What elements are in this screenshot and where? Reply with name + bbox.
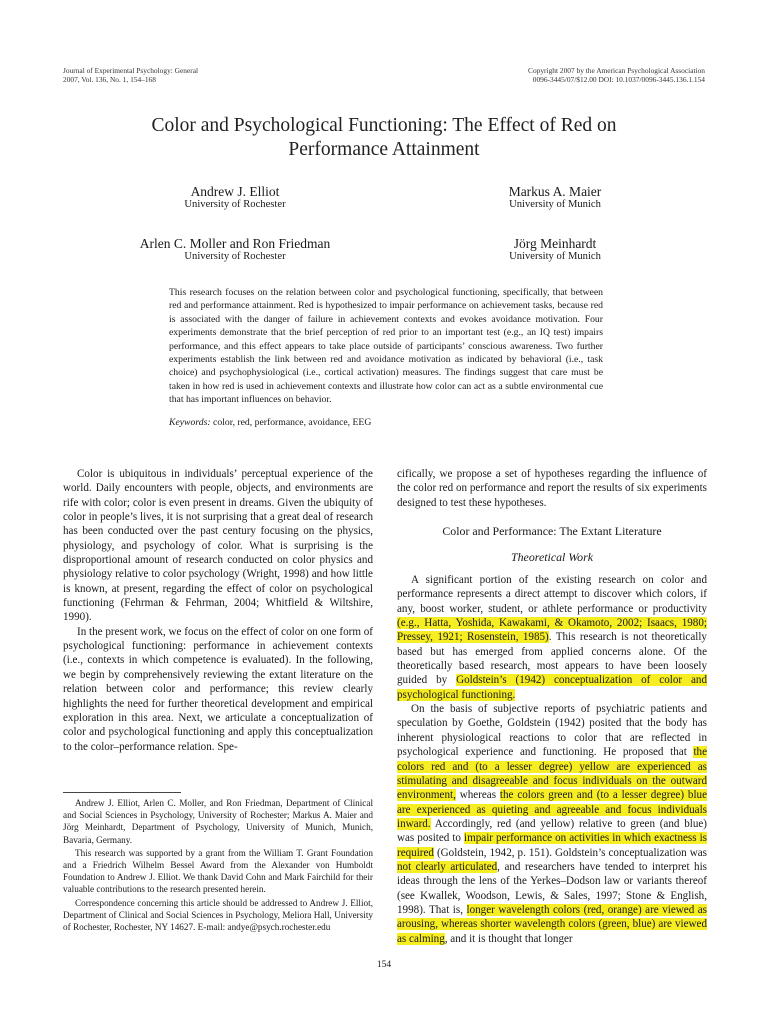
right-column bbox=[397, 467, 707, 946]
author-name: Markus A. Maier bbox=[508, 184, 602, 199]
continued-paragraph: cifically, we propose a set of hypotheses regarding the influence of the color red on performance and report the results of six experiments designed to test these hypotheses. bbox=[397, 468, 707, 509]
left-column bbox=[63, 467, 373, 754]
journal-header bbox=[63, 66, 323, 84]
text-run: (Goldstein, 1942, p. 151). Goldstein’s conceptualization was bbox=[433, 846, 707, 859]
keywords bbox=[169, 416, 603, 429]
author-name: Jörg Meinhardt bbox=[513, 236, 597, 251]
author-block-elliot bbox=[110, 184, 360, 211]
text-run: Accordingly, red (and yellow) relative to green (and blue) was posited to bbox=[397, 817, 707, 845]
author-affiliation: University of Munich bbox=[509, 199, 601, 210]
theory-paragraph-2 bbox=[397, 702, 707, 946]
page-number: 154 bbox=[376, 960, 392, 970]
highlight: impair performance on activities in which exactness is required bbox=[397, 832, 707, 859]
article-title bbox=[0, 114, 768, 162]
text-run: . This research is not theoretically based but has emerged from applied concerns alone. Of the theoretically based research, most appears to have been loosely guided by bbox=[397, 631, 707, 687]
highlight: the colors green and (to a lesser degree) blue are experienced as quieting and agreeable and focus individuals inward. bbox=[397, 789, 708, 830]
text-run: , and it is thought that longer bbox=[444, 932, 573, 945]
author-note: Andrew J. Elliot, Arlen C. Moller, and Ron Friedman, Department of Clinical and Social Sciences in Psychology, University of Rochester; Markus A. Maier and Jörg Meinhardt, Department of Psychology, University of Munich, Munich, Bavaria, Germany. bbox=[63, 798, 373, 845]
author-block-maier bbox=[430, 184, 680, 211]
author-affiliation: University of Rochester bbox=[184, 199, 286, 210]
intro-paragraph-1: Color is ubiquitous in individuals’ perceptual experience of the world. Daily encounters with people, objects, and environments are rife with color; color is even present in dreams. Given the ubiquity of color in people’s lives, it is not surprising that a great deal of research has been conducted over the past century focusing on the physics, physiology, and psychology of color. What is surprising is the disproportional amount of research conducted on color physics and physiology relative to color psychology (Wright, 1998) and how little is known, at present, regarding the effect of color on psychological functioning (Fehrman & Fehrman, 2004; Whitfield & Wiltshire, 1990). bbox=[63, 468, 373, 624]
correspondence-note: Correspondence concerning this article should be addressed to Andrew J. Elliot, Department of Clinical and Social Sciences in Psychology, Meliora Hall, University of Rochester, Rochester, NY 14627. E-mail: andye@psych.rochester.edu bbox=[63, 897, 373, 933]
author-affiliation: University of Rochester bbox=[184, 251, 286, 262]
journal-volume: 2007, Vol. 136, No. 1, 154–168 bbox=[63, 75, 156, 84]
theory-paragraph-1 bbox=[397, 573, 707, 702]
copyright-header bbox=[388, 66, 705, 84]
funding-note: This research was supported by a grant from the William T. Grant Foundation and a Friedrich Wilhelm Bessel Award from the Alexander von Humboldt Foundation to Andrew J. Elliot. We thank David Cohn and Mark Fairchild for their valuable contributions to the research presented herein. bbox=[63, 847, 373, 895]
title-line-2: Performance Attainment bbox=[288, 139, 480, 160]
highlight: the colors red and (to a lesser degree) yellow are experienced as stimulating and disagreeable and focus individuals on the outward environment, bbox=[397, 746, 707, 802]
author-block-moller-friedman bbox=[90, 236, 380, 263]
author-affiliation: University of Munich bbox=[509, 251, 601, 262]
text-run: On the basis of subjective reports of psychiatric patients and speculation by Goethe, Goldstein (1942) posited that the body has inherent physiological reactions to color that are reflected in psychological experience and functioning. He proposed that bbox=[397, 703, 707, 759]
author-name: Andrew J. Elliot bbox=[190, 184, 280, 199]
highlight: longer wavelength colors (red, orange) are viewed as arousing, whereas shorter wavelength colors (green, blue) are viewed as calming bbox=[397, 903, 707, 945]
text-run: A significant portion of the existing research on color and performance represents a direct attempt to discover which colors, if any, boost worker, student, or athlete performance or productivity bbox=[397, 574, 707, 615]
abstract: This research focuses on the relation between color and psychological functioning, specifically, that between red and performance attainment. Red is hypothesized to impair performance on achievement tasks, because red is associated with the danger of failure in achievement contexts and evokes avoidance motivation. Four experiments demonstrate that the brief perception of red prior to an important test (e.g., an IQ test) impairs performance, and this effect appears to take place outside of participants’ conscious awareness. Two further experiments establish the link between red and avoidance motivation as indicated by behavioral (i.e., task choice) and psychophysiological (i.e., cortical activation) measures. The findings suggest that care must be taken in how red is used in achievement contexts and illustrate how color can act as a subtle environmental cue that has important influences on behavior. bbox=[169, 287, 603, 406]
intro-paragraph-2: In the present work, we focus on the effect of color on one form of psychological functioning: performance in achievement contexts (i.e., contexts in which competence is evaluated). In the following, we begin by comprehensively reviewing the extant literature on the relation between color and performance; this review clearly highlights the need for further theoretical development and empirical exploration in this area. Next, we articulate a conceptualization of color and psychological functioning and apply this conceptualization to the color–performance relation. Spe- bbox=[63, 625, 373, 753]
copyright-line: Copyright 2007 by the American Psychological Association bbox=[528, 66, 705, 75]
text-run: , and researchers have tended to interpret his ideas through the lens of the Yerkes–Dodson law or variants thereof (see Kwallek, Woodson, Lewis, & Sales, 1997; Stone & English, 1998). That is, bbox=[397, 860, 707, 916]
journal-name: Journal of Experimental Psychology: General bbox=[63, 66, 199, 75]
keywords-text: color, red, performance, avoidance, EEG bbox=[210, 417, 372, 428]
section-heading: Color and Performance: The Extant Literature bbox=[442, 524, 662, 539]
highlight: (e.g., Hatta, Yoshida, Kawakami, & Okamoto, 2002; Isaacs, 1980; Pressey, 1921; Rosenstein, 1985) bbox=[397, 617, 707, 644]
highlight: Goldstein’s (1942) conceptualization of color and psychological functioning. bbox=[397, 674, 707, 701]
author-block-meinhardt bbox=[430, 236, 680, 263]
title-line-1: Color and Psychological Functioning: The Effect of Red on bbox=[151, 115, 617, 136]
doi-line: 0096-3445/07/$12.00 DOI: 10.1037/0096-3445.136.1.154 bbox=[532, 75, 705, 84]
footnotes bbox=[63, 797, 373, 934]
footnote-rule bbox=[63, 792, 181, 793]
subsection-heading: Theoretical Work bbox=[510, 550, 593, 565]
text-run: whereas bbox=[455, 789, 500, 802]
author-name: Arlen C. Moller and Ron Friedman bbox=[139, 236, 331, 251]
highlight: not clearly articulated bbox=[397, 860, 498, 873]
keywords-label: Keywords: bbox=[169, 417, 211, 428]
